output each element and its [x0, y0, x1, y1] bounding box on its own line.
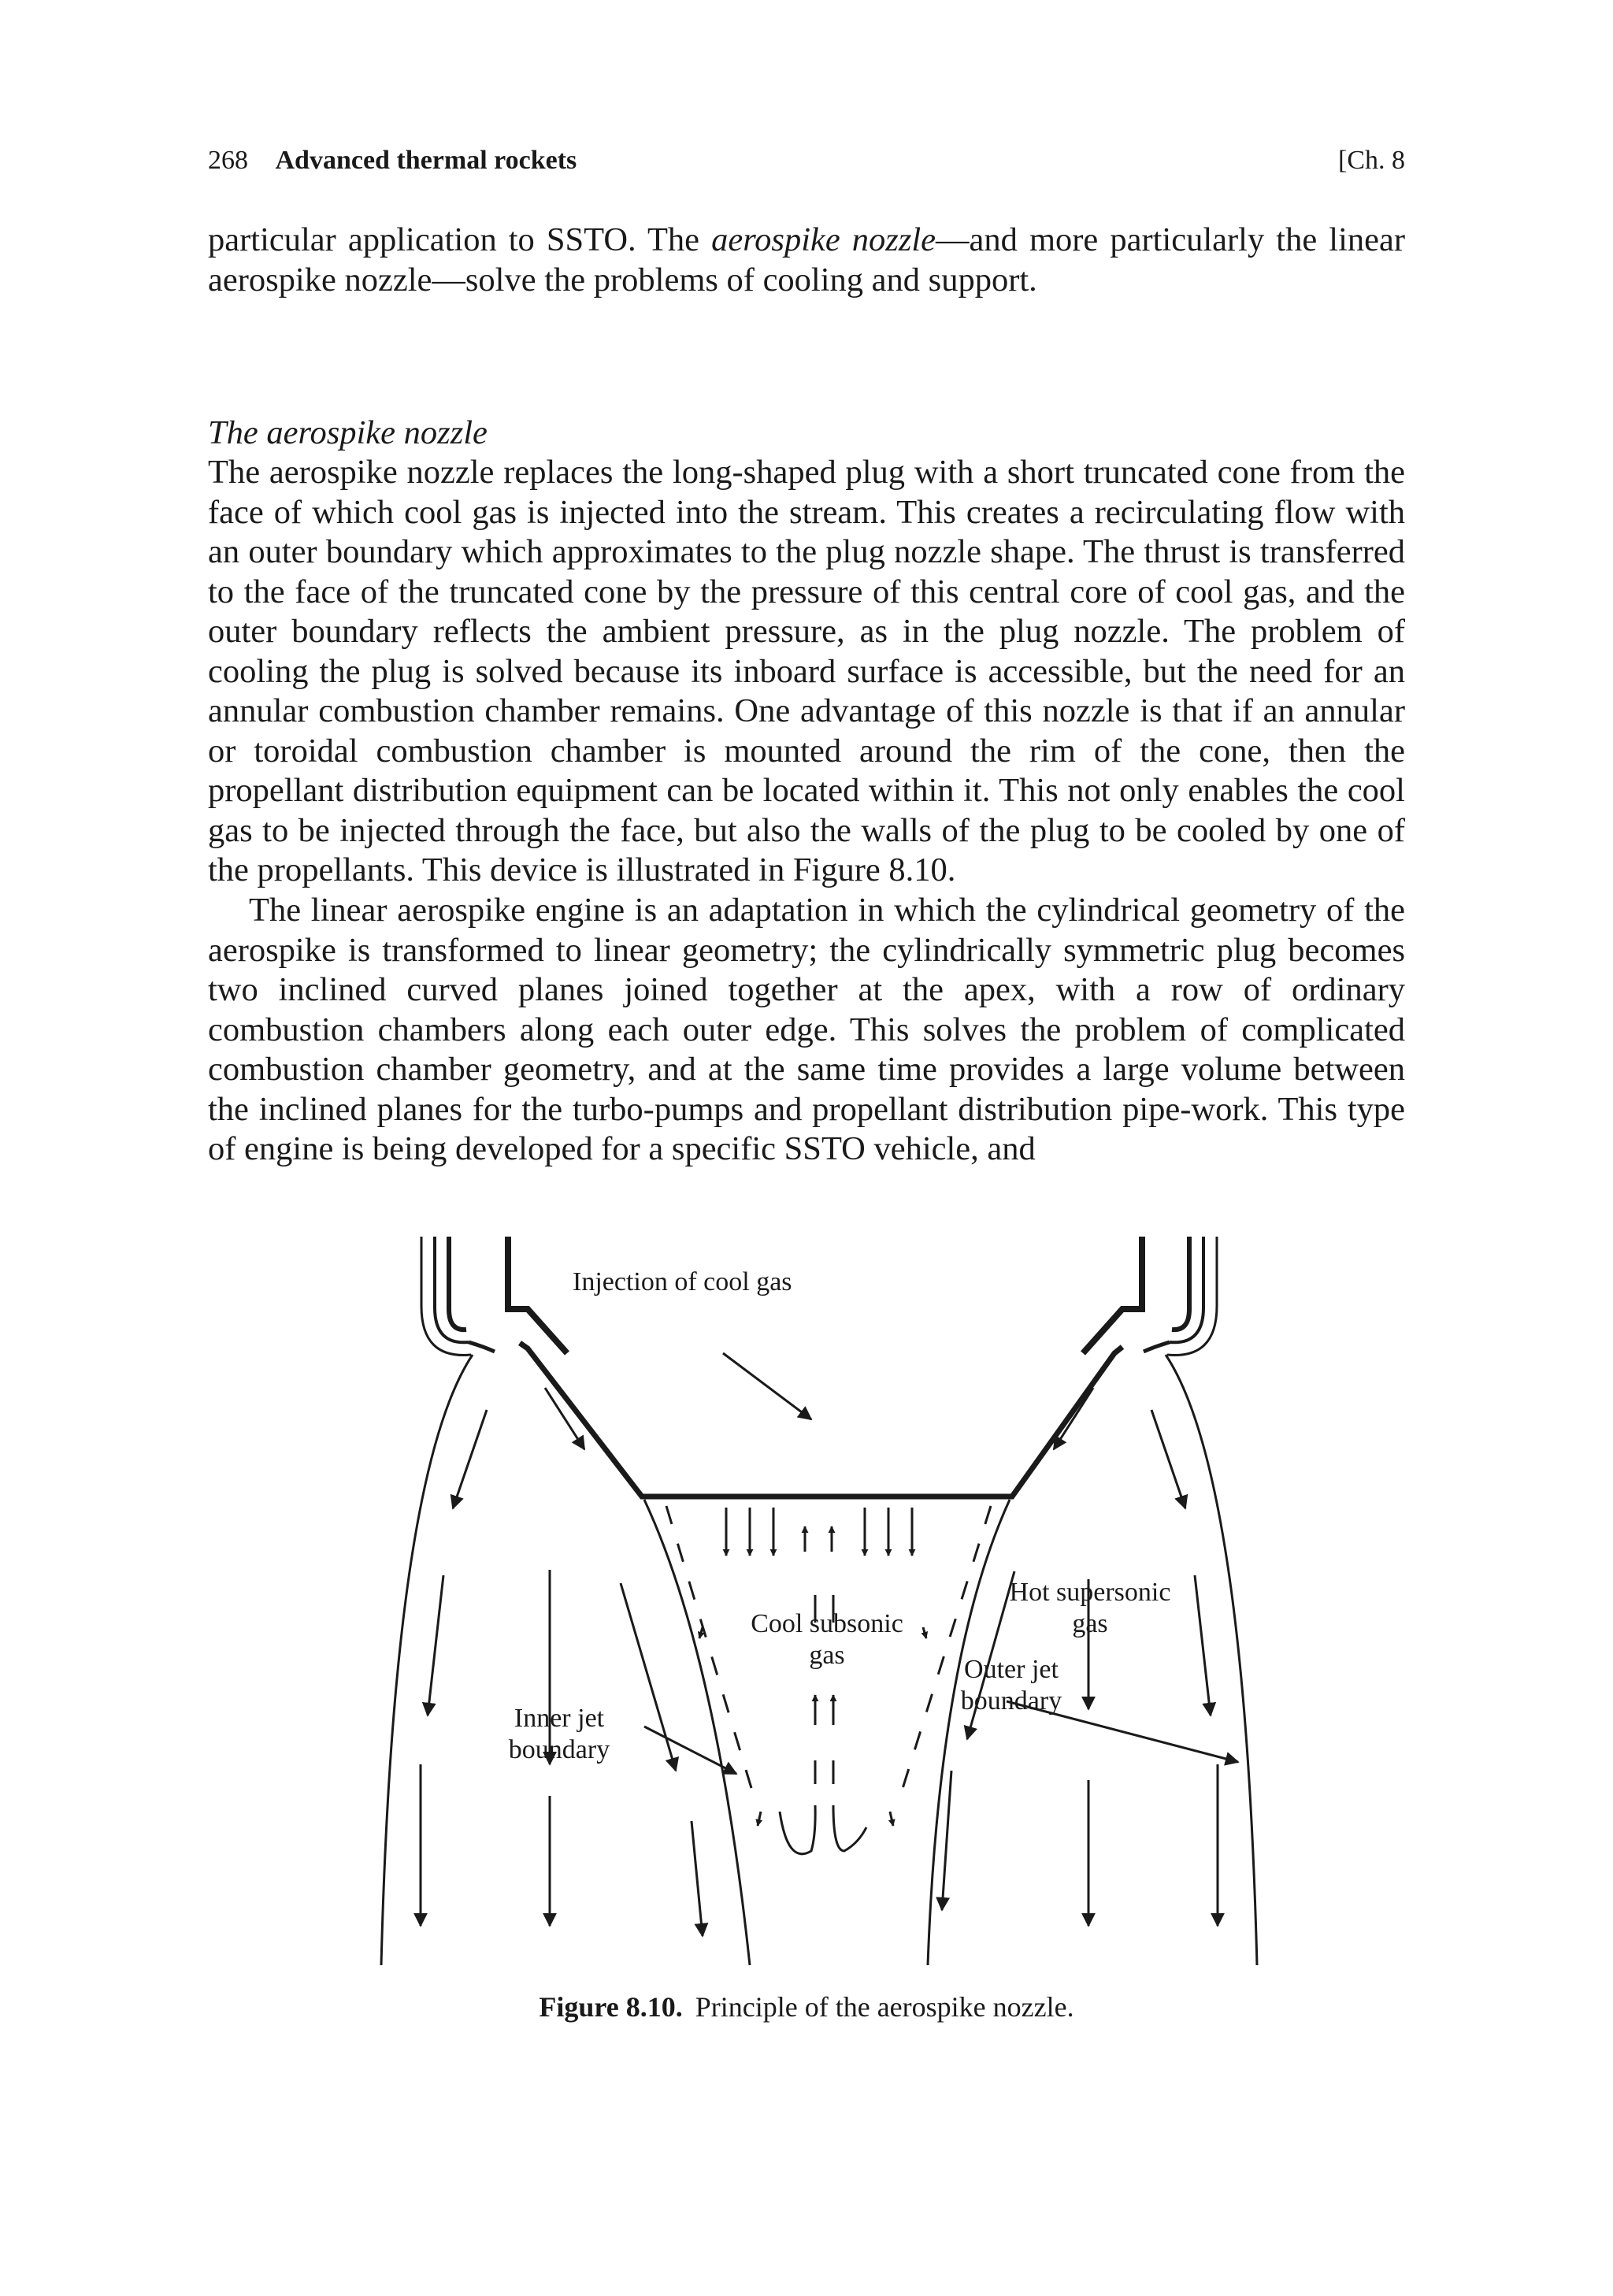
body-paragraph-1: The aerospike nozzle replaces the long-shaped plug with a short truncated cone from the face of which cool gas is injected into the stream. This creates a recirculating flow with an outer boundary which approximates to the plug nozzle shape. The thrust is transferred to the face of the truncated cone by the pressure of this central core of cool gas, and the outer boundary reflects the ambient pressure, as in the plug nozzle. The problem of cooling the plug is solved because its inboard surface is accessible, but the need for an annular combustion chamber remains. One advantage of this nozzle is that if an annular or toroidal combustion chamber is mounted around the rim of the cone, then the propellant distribution equipment can be located within it. This not only enables the cool gas to be injected through the face, but also the walls of the plug to be cooled by one of the propellants. This device is illustrated in Figure 8.10.	[208, 454, 1405, 888]
intro-text-start: particular application to SSTO. The	[208, 221, 712, 258]
label-cool-subsonic-line1: Cool subsonic	[751, 1609, 903, 1638]
left-outer-jet-boundary	[381, 1355, 473, 1965]
section-heading: The aerospike nozzle	[208, 414, 488, 451]
aerospike-figure	[347, 1213, 1292, 1969]
running-head	[208, 140, 1405, 181]
chapter-reference: [Ch. 8	[1338, 146, 1405, 175]
label-injection-of-cool-gas: Injection of cool gas	[573, 1267, 792, 1296]
injection-arrows	[699, 1508, 926, 1854]
label-cool-subsonic-line2: gas	[809, 1641, 845, 1670]
caption-number: Figure 8.10.	[539, 1991, 683, 2023]
intro-text-end: —and more particularly the linear aerospike nozzle—solve the problems of cooling and support.	[208, 221, 1406, 299]
label-outer-jet-line1: Outer jet	[964, 1655, 1059, 1684]
caption-text: Principle of the aerospike nozzle.	[695, 1991, 1074, 2023]
label-hot-supersonic-line1: Hot supersonic	[1009, 1578, 1171, 1607]
body-paragraph-2: The linear aerospike engine is an adaptation in which the cylindrical geometry of the aerospike is transformed to linear geometry; the cylindrically symmetric plug becomes two inclined curved planes joined together at the apex, with a row of ordinary combustion chambers along each outer edge. This solves the problem of complicated combustion chamber geometry, and at the same time provides a large volume between the inclined planes for the turbo-pumps and propellant distribution pipe-work. This type of engine is being developed for a specific SSTO vehicle, and	[208, 892, 1405, 1167]
intro-emphasis: aerospike nozzle	[711, 221, 936, 258]
label-outer-jet-line2: boundary	[960, 1686, 1062, 1716]
figure-labels	[509, 1267, 1171, 1764]
left-chamber-wall	[421, 1237, 567, 1355]
aerospike-diagram	[347, 1213, 1292, 1969]
label-inner-jet-line2: boundary	[508, 1735, 610, 1764]
truncated-cone-face	[520, 1343, 1122, 1497]
figure-caption	[0, 1989, 1613, 2025]
right-chamber-wall	[1083, 1237, 1217, 1355]
page-number: 268	[208, 146, 248, 175]
chapter-title: Advanced thermal rockets	[275, 146, 577, 175]
label-hot-supersonic-line2: gas	[1072, 1609, 1108, 1638]
intro-paragraph	[208, 221, 1405, 300]
label-inner-jet-line1: Inner jet	[514, 1704, 605, 1733]
right-outer-jet-boundary	[1166, 1355, 1257, 1965]
